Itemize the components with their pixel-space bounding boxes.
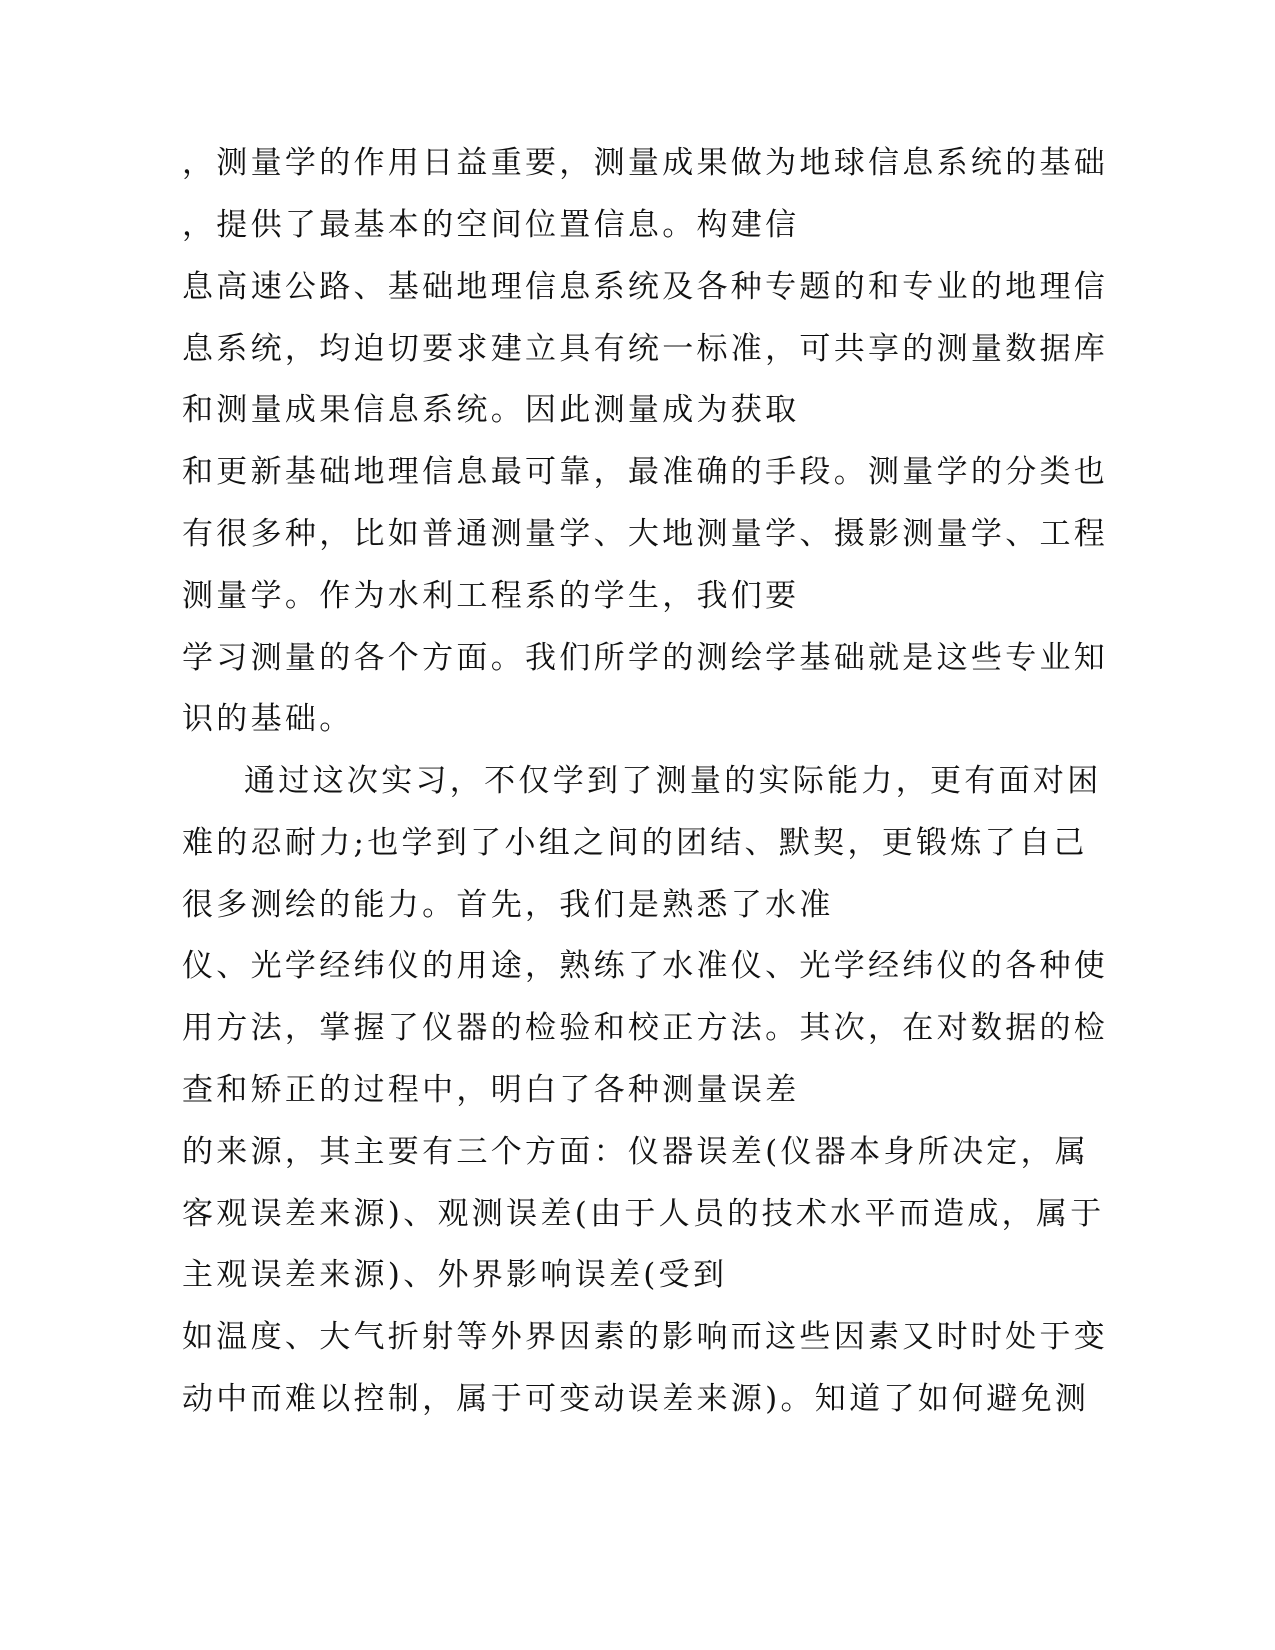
text-line: 查和矫正的过程中，明白了各种测量误差	[182, 1072, 800, 1108]
text-line: 有很多种，比如普通测量学、大地测量学、摄影测量学、工程	[182, 516, 1109, 552]
text-line: 客观误差来源)、观测误差(由于人员的技术水平而造成，属于	[182, 1196, 1105, 1232]
text-line: ，测量学的作用日益重要，测量成果做为地球信息系统的基础	[182, 145, 1109, 181]
text-line: 很多测绘的能力。首先，我们是熟悉了水准	[182, 887, 834, 923]
text-line: 息系统，均迫切要求建立具有统一标准，可共享的测量数据库	[182, 331, 1109, 367]
text-line: ，提供了最基本的空间位置信息。构建信	[182, 207, 800, 243]
paragraph-first-line: 通过这次实习，不仅学到了测量的实际能力，更有面对困	[244, 763, 1102, 799]
text-line: 主观误差来源)、外界影响误差(受到	[182, 1257, 728, 1293]
text-line: 如温度、大气折射等外界因素的影响而这些因素又时时处于变	[182, 1319, 1109, 1355]
text-line: 测量学。作为水利工程系的学生，我们要	[182, 578, 800, 614]
text-line: 学习测量的各个方面。我们所学的测绘学基础就是这些专业知	[182, 640, 1109, 676]
text-line: 仪、光学经纬仪的用途，熟练了水准仪、光学经纬仪的各种使	[182, 948, 1109, 984]
text-line: 难的忍耐力;也学到了小组之间的团结、默契，更锻炼了自己	[182, 825, 1088, 861]
text-line: 息高速公路、基础地理信息系统及各种专题的和专业的地理信	[182, 269, 1109, 305]
text-line: 和更新基础地理信息最可靠，最准确的手段。测量学的分类也	[182, 454, 1109, 490]
text-line: 识的基础。	[182, 701, 354, 737]
text-line: 和测量成果信息系统。因此测量成为获取	[182, 392, 800, 428]
text-line: 的来源，其主要有三个方面：仪器误差(仪器本身所决定，属	[182, 1134, 1090, 1170]
text-line: 用方法，掌握了仪器的检验和校正方法。其次，在对数据的检	[182, 1010, 1109, 1046]
text-line: 动中而难以控制，属于可变动误差来源)。知道了如何避免测	[182, 1381, 1090, 1417]
